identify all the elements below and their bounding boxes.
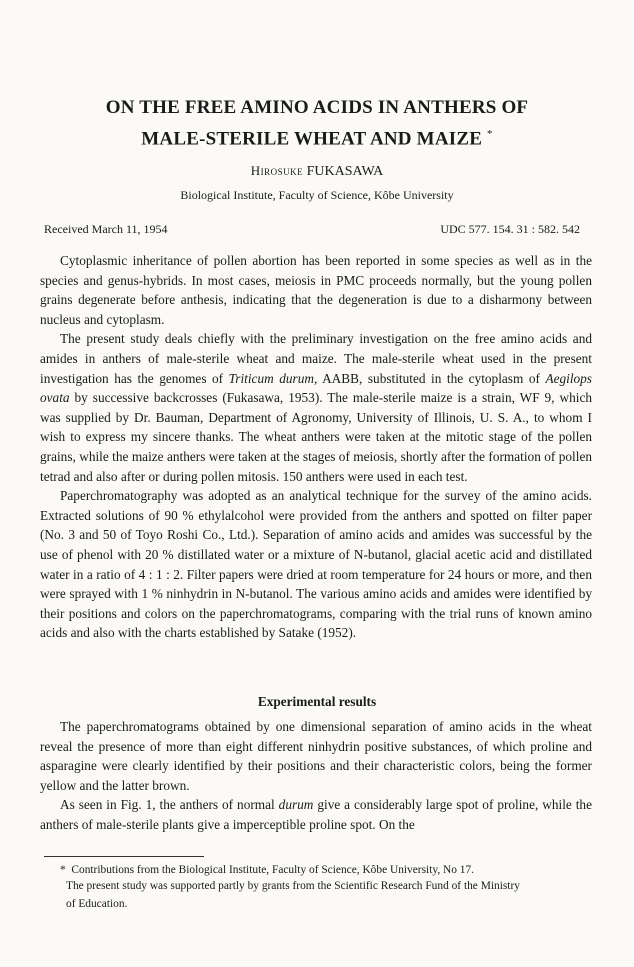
title-line-2: [0, 128, 634, 150]
p2-text-c: by successive backcrosses (Fukasawa, 1953). The male-sterile maize is a strain, WF 9, which was supplied by Dr. Bauman, Department of Agronomy, University of Illinois, U. S. A., to whom I wish to express my sincere thanks. The wheat anthers were taken at the mitotic stage of the pollen grains, while the maize anthers were taken at the stages of meiosis, shortly after the formation of pollen tetrad and also after or during pollen mitosis. 150 anthers were used in each test.: [40, 390, 592, 484]
footnote-2: The present study was supported partly by grants from the Scientific Research Fund of the Ministry: [66, 880, 520, 892]
p5-text-b: give a considerably large spot of proline, while the anthers of male-sterile plants give a imperceptible proline spot. On the: [40, 797, 592, 832]
title-line-1: ON THE FREE AMINO ACIDS IN ANTHERS OF: [105, 97, 529, 118]
author-given-name: Hirosuke: [250, 163, 304, 178]
footnote-rule: [44, 856, 204, 857]
udc-code: UDC 577. 154. 31 : 582. 542: [440, 222, 580, 236]
p2-species-1: Triticum durum: [228, 370, 314, 386]
section-heading: Experimental results: [257, 694, 377, 709]
title-line-2-text: MALE-STERILE WHEAT AND MAIZE: [141, 128, 483, 150]
paragraph-3: Paperchromatography was adopted as an analytical technique for the survey of the amino acids. Extracted solutions of 90 % ethylalcohol were provided from the anthers and spotted on filter paper (No. 3 and 50 of Toyo Roshi Co., Ltd.). Separation of amino acids and amides was successful by the use of phenol with 20 % distillated water or a mixture of N-butanol, glacial acetic acid and distillated water in a ratio of 4 : 1 : 2. Filter papers were dried at room temperature for 24 hours or more, and then were sprayed with 1 % ninhydrin in N-butanol. The various amino acids and amides were identified by their positions and colors on the paperchromatograms, comparing with the trial runs of known amino acids and also with the charts established by Satake (1952).: [40, 488, 592, 641]
author: [0, 163, 634, 180]
footnote-1: [60, 862, 600, 879]
footnote-3: of Education.: [66, 898, 128, 910]
p2-species-2: Aegilops ovata: [40, 370, 592, 406]
title-footnote-mark: *: [487, 128, 493, 140]
results-text: [40, 717, 592, 835]
p5-text-a: As seen in Fig. 1, the anthers of normal: [60, 797, 279, 813]
footnote-mark: *: [60, 864, 66, 876]
received-date: Received March 11, 1954: [44, 222, 168, 236]
footnote-1-text: Contributions from the Biological Institute, Faculty of Science, Kôbe University, No 17.: [71, 864, 475, 876]
paragraph-2: [40, 329, 592, 486]
paragraph-1: Cytoplasmic inheritance of pollen abortion has been reported in some species as well as in the species and genus-hybrids. In most cases, meiosis in PMC proceeds normally, but the young pollen grains degenerate before anthesis, indicating that the degeneration is due to a disharmony between nucleus and cytoplasm.: [40, 253, 592, 327]
p2-text-b: , AABB, substituted in the cytoplasm of: [313, 370, 546, 386]
author-family-name: FUKASAWA: [306, 164, 384, 179]
p2-text-a: The present study deals chiefly with the preliminary investigation on the free amino acids and amides in anthers of male-sterile wheat and maize. The male-sterile wheat used in the present investigation has the genomes of: [40, 331, 592, 386]
affiliation: Biological Institute, Faculty of Science, Kôbe University: [180, 188, 454, 202]
p5-species: durum: [278, 797, 314, 813]
paragraph-4: The paperchromatograms obtained by one dimensional separation of amino acids in the wheat reveal the presence of more than eight different ninhydrin positive substances, of which proline and asparagine were clearly identified by their positions and their characteristic colors, being the former yellow and the latter brown.: [40, 719, 592, 793]
paragraph-5: [40, 795, 592, 834]
introduction-text: [40, 251, 592, 643]
